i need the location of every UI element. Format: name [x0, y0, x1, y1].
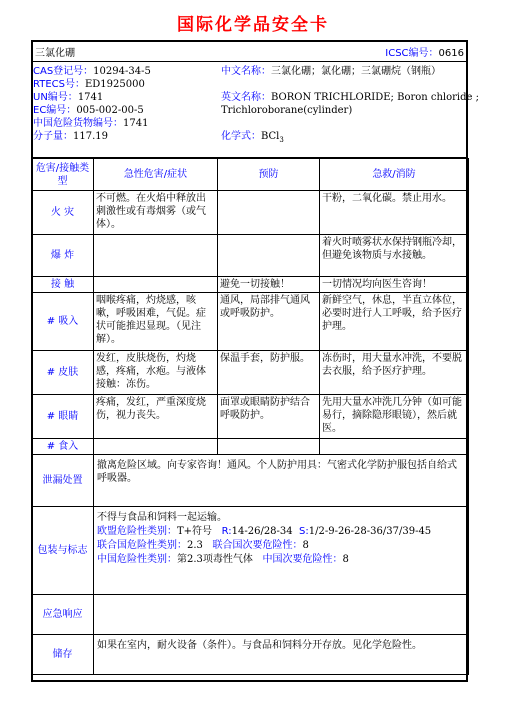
row-prevention: 保温手套，防护服。 [218, 351, 320, 395]
header-first-aid: 急救/消防 [320, 159, 469, 191]
row-hazard: 疼痛，发红，严重深度烧伤，视力丧失。 [94, 395, 218, 439]
row-hazard: 咽喉疼痛，灼烧感，咳嗽，呼吸困难，气促。症状可能推迟显现。（见注解）。 [94, 293, 218, 351]
packaging-eu: 欧盟危险性类别：T+符号 R:14-26/28-34 S:1/2-9-26-28-36/37/39-45 [97, 526, 432, 537]
rtecs-number: RTECS号：ED1925000 [33, 79, 145, 90]
cas-number: CAS登记号：10294-34-5 [33, 66, 151, 77]
table-row [32, 277, 469, 293]
packaging-line: 不得与食品和饲料一起运输。 [97, 512, 227, 523]
un-number: UN编号：1741 [33, 92, 104, 103]
row-prevention [218, 191, 320, 235]
ec-number: EC编号：005-002-00-5 [33, 105, 144, 116]
row-category: 爆 炸 [32, 235, 94, 277]
row-first-aid: 先用大量水冲洗几分钟（如可能易行，摘除隐形眼镜），然后就医。 [320, 395, 469, 439]
packaging-row [32, 507, 469, 595]
storage-row [32, 635, 469, 675]
row-hazard: 发红，皮肤烧伤，灼烧感，疼痛，水疱。与液体接触：冻伤。 [94, 351, 218, 395]
english-name: 英文名称：BORON TRICHLORIDE; Boron chloride ; [221, 92, 479, 103]
table-row [32, 191, 469, 235]
row-prevention: 面罩或眼睛防护结合呼吸防护。 [218, 395, 320, 439]
leak-row [32, 455, 469, 507]
table-row [32, 235, 469, 277]
table-row [32, 351, 469, 395]
hazard-table [31, 158, 469, 675]
cn-danger-number: 中国危险货物编号：1741 [33, 118, 149, 129]
identifier-section [31, 62, 479, 158]
packaging-text [94, 507, 469, 595]
row-category: # 皮肤 [32, 351, 94, 395]
chinese-name: 中文名称：三氯化硼；氯化硼；三氯硼烷（钢瓶） [221, 66, 441, 77]
header-hazard: 急性危害/症状 [94, 159, 218, 191]
doc-title: 国际化学品安全卡 [177, 15, 329, 35]
storage-text: 如果在室内，耐火设备（条件）。与食品和饲料分开存放。见化学危险性。 [94, 635, 469, 675]
row-prevention: 通风，局部排气通风或呼吸防护。 [218, 293, 320, 351]
card-header [31, 40, 468, 62]
row-category: # 眼睛 [32, 395, 94, 439]
header-prevention: 预防 [218, 159, 320, 191]
row-prevention: 避免一切接触！ [218, 277, 320, 293]
row-prevention [218, 235, 320, 277]
packaging-un: 联合国危险性类别：2.3 联合国次要危险性：8 [97, 540, 309, 551]
packaging-cn: 中国危险性类别：第2.3项毒性气体 中国次要危险性：8 [97, 554, 349, 565]
molecular-weight: 分子量：117.19 [33, 131, 108, 142]
identifier-list [33, 65, 189, 143]
leak-label: 泄漏处置 [32, 455, 94, 507]
leak-text: 撤离危险区域。向专家咨询！通风。个人防护用具：气密式化学防护服包括自给式呼吸器。 [94, 455, 469, 507]
name-list [221, 65, 479, 147]
chemical-name: 三氯化硼 [35, 48, 75, 59]
row-hazard [94, 235, 218, 277]
header-type: 危害/接触类型 [32, 159, 94, 191]
table-row [32, 395, 469, 439]
row-first-aid: 冻伤时，用大量水冲洗，不要脱去衣服，给予医疗护理。 [320, 351, 469, 395]
row-category: 火 灾 [32, 191, 94, 235]
row-first-aid [320, 439, 469, 455]
row-category: # 食入 [32, 439, 94, 455]
row-first-aid: 一切情况均向医生咨询！ [320, 277, 469, 293]
row-hazard: 不可燃。在火焰中释放出刺激性或有毒烟雾（或气体）。 [94, 191, 218, 235]
row-first-aid: 着火时喷雾状水保持钢瓶冷却，但避免该物质与水接触。 [320, 235, 469, 277]
emergency-label: 应急响应 [32, 595, 94, 635]
row-first-aid: 新鲜空气，休息，半直立体位，必要时进行人工呼吸，给予医疗护理。 [320, 293, 469, 351]
table-row [32, 293, 469, 351]
table-header-row [32, 159, 469, 191]
row-hazard [94, 277, 218, 293]
packaging-label: 包装与标志 [32, 507, 94, 595]
storage-label: 储存 [32, 635, 94, 675]
table-row [32, 439, 469, 455]
english-name-cont: Trichloroborane(cylinder) [221, 105, 353, 116]
chemical-formula: 化学式：BCl$_3$ [221, 131, 284, 144]
row-hazard [94, 439, 218, 455]
icsc-number: ICSC编号：0616 [385, 48, 464, 59]
row-category: # 吸入 [32, 293, 94, 351]
emergency-text [94, 595, 469, 635]
emergency-row [32, 595, 469, 635]
row-category: 接 触 [32, 277, 94, 293]
row-first-aid: 干粉，二氧化碳。禁止用水。 [320, 191, 469, 235]
row-prevention [218, 439, 320, 455]
